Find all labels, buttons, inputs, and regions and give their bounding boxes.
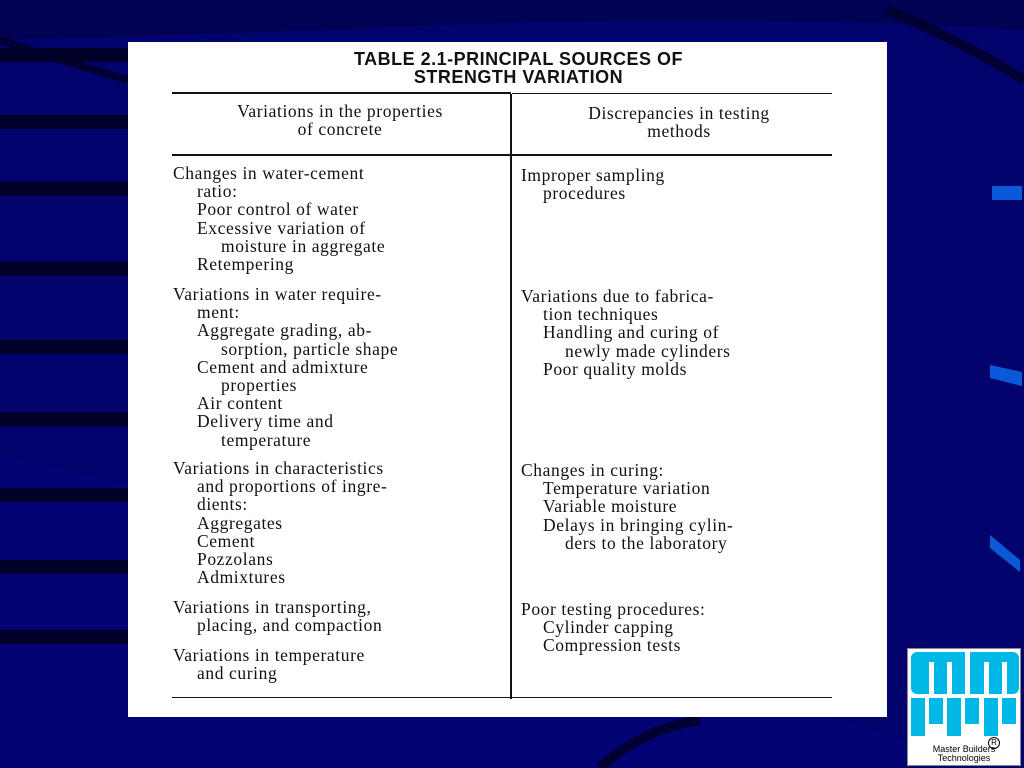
accent-stripe [990,535,1020,572]
column-divider [510,94,512,699]
list-item-transporting: Variations in transporting, placing, and compaction [173,597,383,636]
list-item-temperature: Variations in temperature and curing [173,645,365,684]
logo-shape [947,698,961,736]
logo-shape [1002,698,1016,724]
logo-text: Master Builders Technologies [932,744,996,763]
list-item-testing: Poor testing procedures: Cylinder capping Compression tests [521,599,706,656]
list-item-fabrication: Variations due to fabrica- tion techniques Handling and curing of newly made cylinders Poor quality molds [521,286,731,379]
list-item-sampling: Improper sampling procedures [521,165,665,204]
list-item-water-cement: Changes in water-cement ratio: Poor control of water Excessive variation of moisture in aggregate Retempering [173,163,386,275]
list-item-water-requirement: Variations in water require- ment: Aggregate grading, ab- sorption, particle shape Cement and admixture properties Air content Delivery time and temperature [173,284,399,450]
table-page [128,42,887,717]
registered-mark: R [988,737,1000,749]
logo-shape [965,698,979,724]
mb-logo-icon [909,650,1021,740]
title-line: TABLE 2.1-PRINCIPAL SOURCES OF [353,49,684,69]
logo-shape [929,662,934,694]
left-header: Variations in the properties of concrete [237,101,443,140]
title-line: STRENGTH VARIATION [413,67,624,87]
logo-shape [929,698,943,724]
accent-stripe [992,186,1022,200]
logo-shape [984,662,989,694]
master-builders-logo [907,648,1021,766]
logo-shape [947,662,952,694]
left-column [173,42,507,717]
logo-shape [984,698,998,736]
list-item-curing: Changes in curing: Temperature variation Variable moisture Delays in bringing cylin- ders to the laboratory [521,460,734,553]
logo-shape [911,698,925,736]
list-item-ingredients: Variations in characteristics and proportions of ingre- dients: Aggregates Cement Pozzolans Admixtures [173,458,388,588]
right-header: Discrepancies in testing methods [588,103,770,142]
accent-stripe [990,365,1022,386]
logo-shape [1002,662,1007,694]
right-column [521,42,837,717]
logo-shape [965,652,970,694]
